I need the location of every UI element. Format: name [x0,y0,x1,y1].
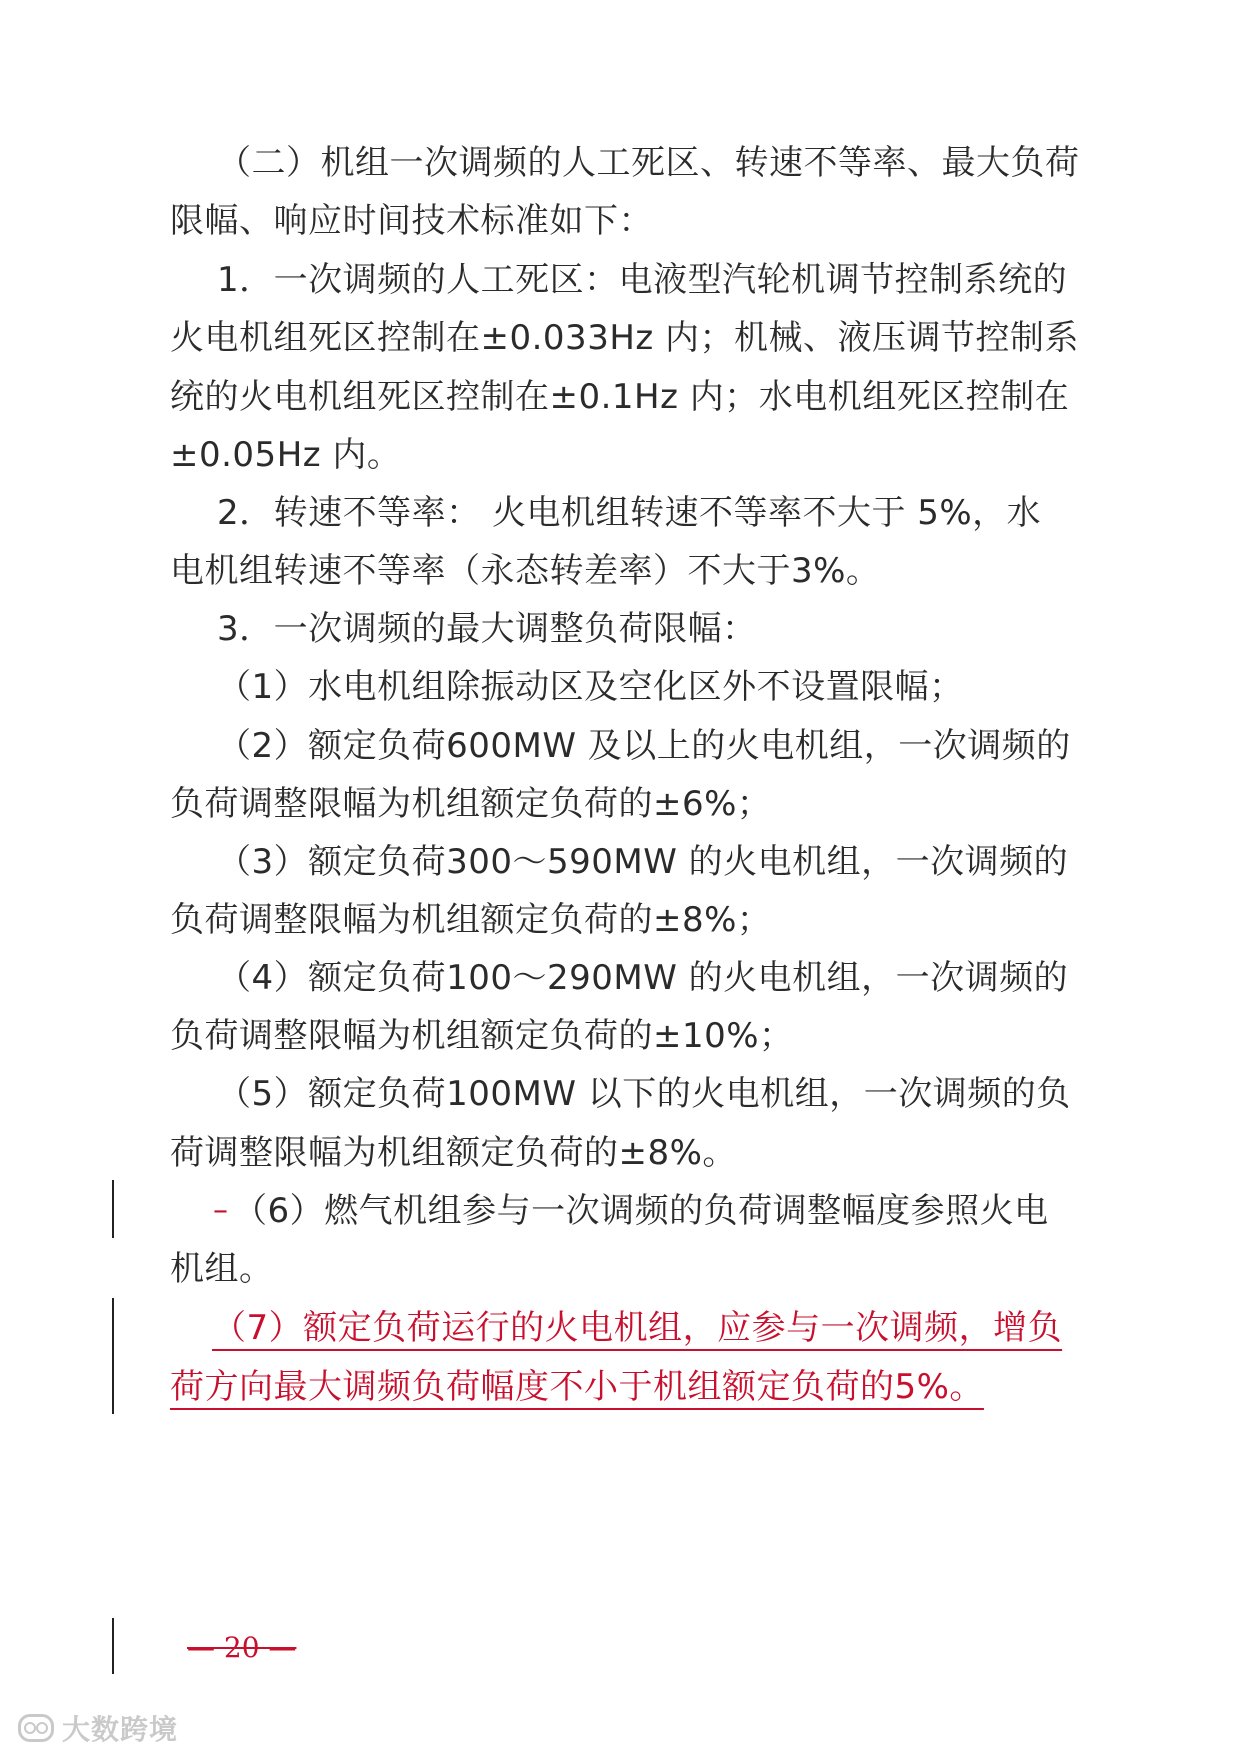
watermark-text: 大数跨境 [62,1713,179,1746]
item-1-line-3: 统的火电机组死区控制在±0.1Hz 内；水电机组死区控制在 [170,377,1070,417]
sub-item-5-line-2: 荷调整限幅为机组额定负荷的±8%。 [170,1133,737,1173]
paragraph-2-line-1: （二）机组一次调频的人工死区、转速不等率、最大负荷 [217,143,1080,183]
sub-item-3-line-1: （3）额定负荷300～590MW 的火电机组，一次调频的 [217,842,1069,882]
paragraph-2-line-2: 限幅、响应时间技术标准如下： [170,201,653,241]
item-1-line-4: ±0.05Hz 内。 [170,435,402,475]
deletion-dash: – [213,1193,228,1228]
sub-item-3-line-2: 负荷调整限幅为机组额定负荷的±8%； [170,900,772,940]
sub-item-1: （1）水电机组除振动区及空化区外不设置限幅； [217,667,964,707]
item-1-line-2: 火电机组死区控制在±0.033Hz 内；机械、液压调节控制系 [170,318,1080,358]
sub-item-2-line-2: 负荷调整限幅为机组额定负荷的±6%； [170,784,772,824]
change-bar-3 [112,1618,114,1674]
sub-item-6-line-1: （6）燃气机组参与一次调频的负荷调整幅度参照火电 [233,1191,1049,1231]
item-2-line-2: 电机组转速不等率（永态转差率）不大于3%。 [170,551,881,591]
item-2-line-1: 2．转速不等率： 火电机组转速不等率不大于 5%，水 [217,493,1042,533]
sub-item-6-line-2: 机组。 [170,1249,274,1289]
sub-item-4-line-1: （4）额定负荷100～290MW 的火电机组，一次调频的 [217,958,1069,998]
sub-item-7-line-1: （7）额定负荷运行的火电机组，应参与一次调频，增负 [212,1308,1063,1348]
sub-item-2-line-1: （2）额定负荷600MW 及以上的火电机组，一次调频的 [217,726,1071,766]
sub-item-7-line-2: 荷方向最大调频负荷幅度不小于机组额定负荷的5%。 [170,1367,984,1407]
page-number: — 20 — [187,1631,297,1664]
logo-icon [18,1714,54,1742]
item-3-heading: 3．一次调频的最大调整负荷限幅： [217,609,757,649]
sub-item-4-line-2: 负荷调整限幅为机组额定负荷的±10%； [170,1016,794,1056]
watermark [18,1708,178,1748]
change-bar-1 [112,1180,114,1238]
item-1-line-1: 1．一次调频的人工死区：电液型汽轮机调节控制系统的 [217,260,1068,300]
change-bar-2 [112,1298,114,1414]
sub-item-5-line-1: （5）额定负荷100MW 以下的火电机组，一次调频的负 [217,1074,1071,1114]
